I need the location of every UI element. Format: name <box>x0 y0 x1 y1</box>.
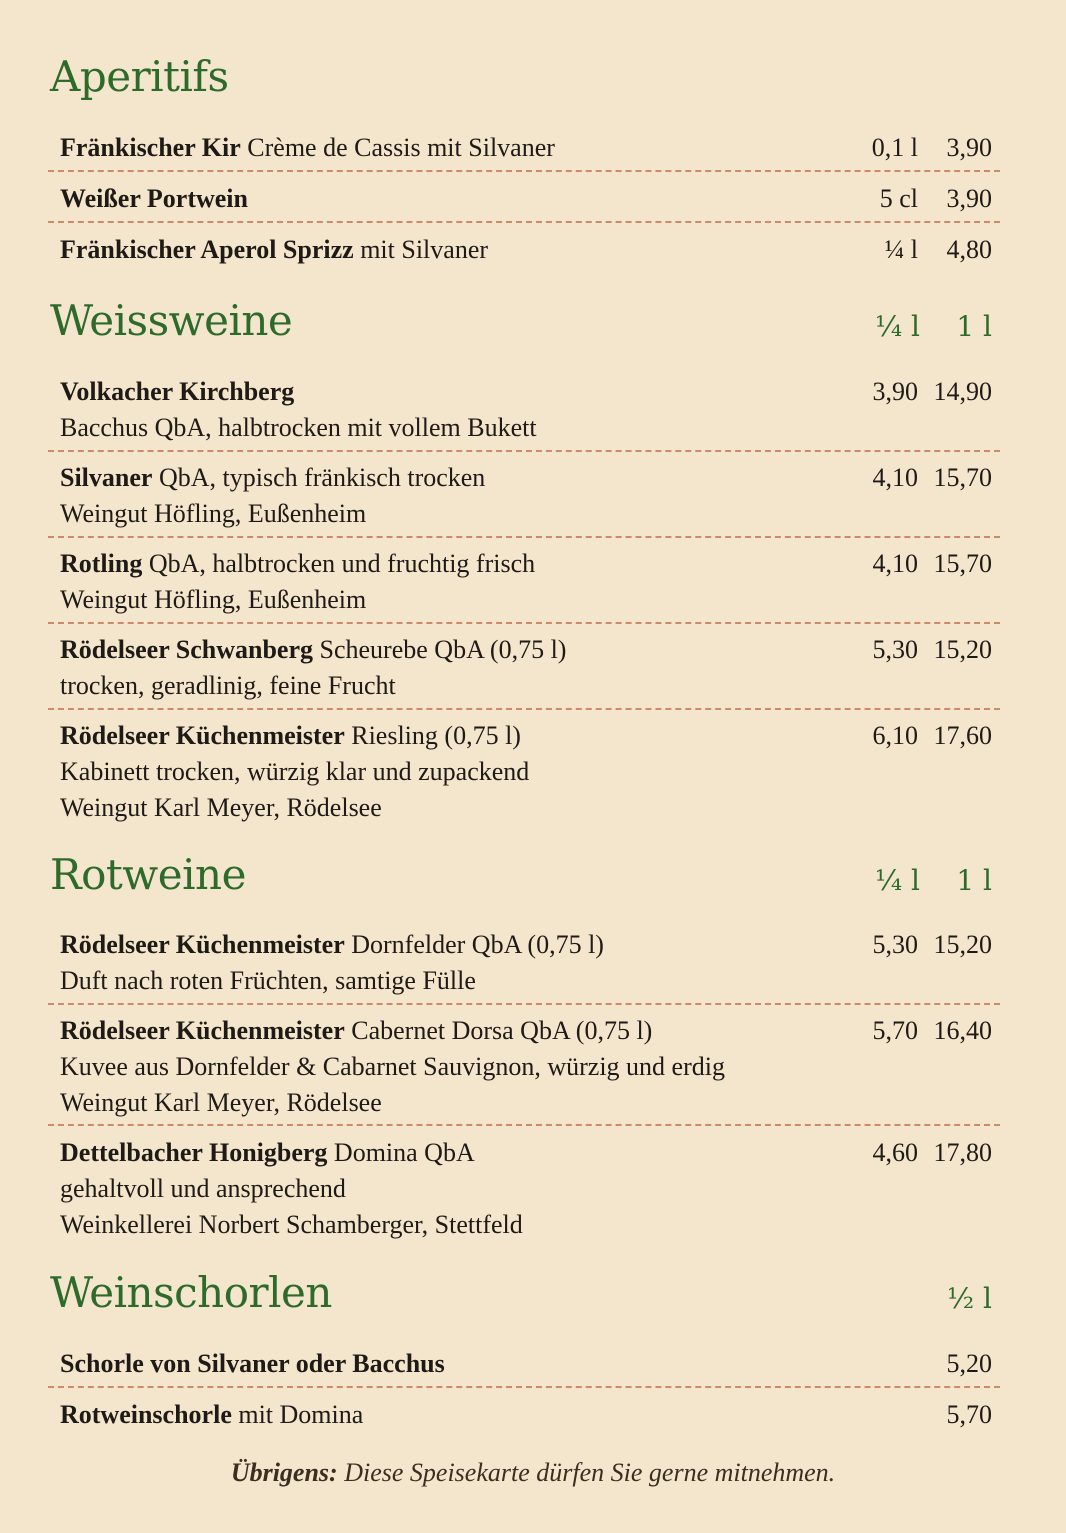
dashed-divider <box>48 1124 1000 1126</box>
dashed-divider <box>48 1003 1000 1005</box>
item-price-quarter: 4,10 <box>872 549 918 578</box>
menu-item <box>48 374 1000 446</box>
section-heading-weissweine <box>50 296 998 352</box>
item-detail: Weinkellerei Norbert Schamberger, Stettfeld <box>60 1210 523 1239</box>
item-detail: Weingut Höfling, Eußenheim <box>60 585 367 614</box>
column-label-quarter-liter: ¼ l <box>875 310 920 343</box>
item-price-quarter: 3,90 <box>872 377 918 406</box>
item-name: Rödelseer Schwanberg <box>60 635 314 664</box>
section-title: Rotweine <box>50 850 246 899</box>
item-price-quarter: 4,10 <box>872 463 918 492</box>
footer-note <box>0 1458 1066 1488</box>
item-desc: Cabernet Dorsa QbA (0,75 l) <box>344 1016 653 1045</box>
item-desc: Scheurebe QbA (0,75 l) <box>313 635 567 664</box>
dashed-divider <box>48 536 1000 538</box>
item-name: Rödelseer Küchenmeister <box>60 721 345 750</box>
item-price-liter: 17,80 <box>933 1138 992 1167</box>
section-heading-rotweine <box>50 850 998 906</box>
item-name: Silvaner <box>60 463 153 492</box>
item-name: Volkacher Kirchberg <box>60 377 295 406</box>
section-title: Aperitifs <box>50 52 229 101</box>
item-name: Rödelseer Küchenmeister <box>60 930 345 959</box>
item-price: 3,90 <box>946 133 992 162</box>
column-label-quarter-liter: ¼ l <box>875 864 920 897</box>
item-price-liter: 17,60 <box>933 721 992 750</box>
item-size: 0,1 l <box>871 133 918 162</box>
menu-item <box>48 718 1000 826</box>
item-price-liter: 15,70 <box>933 463 992 492</box>
menu-item <box>48 632 1000 704</box>
item-detail: Duft nach roten Früchten, samtige Fülle <box>60 966 476 995</box>
item-desc: mit Silvaner <box>353 235 489 264</box>
dashed-divider <box>48 450 1000 452</box>
section-title: Weinschorlen <box>50 1268 332 1317</box>
footer-bold: Übrigens: <box>230 1458 338 1487</box>
item-name: Rotweinschorle <box>60 1400 232 1429</box>
menu-item <box>48 1346 1000 1382</box>
item-price-liter: 15,70 <box>933 549 992 578</box>
item-price-liter: 15,20 <box>933 635 992 664</box>
column-label-liter: 1 l <box>956 864 992 897</box>
menu-item <box>48 1135 1000 1243</box>
item-name: Rödelseer Küchenmeister <box>60 1016 345 1045</box>
item-desc: Dornfelder QbA (0,75 l) <box>344 930 604 959</box>
item-name: Dettelbacher Honigberg <box>60 1138 328 1167</box>
item-desc: Domina QbA <box>327 1138 475 1167</box>
dashed-divider <box>48 622 1000 624</box>
item-price-quarter: 5,30 <box>872 930 918 959</box>
item-detail: Kuvee aus Dornfelder & Cabarnet Sauvignon, würzig und erdig <box>60 1052 725 1081</box>
item-price-liter: 15,20 <box>933 930 992 959</box>
dashed-divider <box>48 1386 1000 1388</box>
item-name: Weißer Portwein <box>60 184 248 213</box>
menu-item <box>48 1013 1000 1121</box>
item-detail: trocken, geradlinig, feine Frucht <box>60 671 396 700</box>
item-size: ¼ l <box>884 235 918 264</box>
menu-item <box>48 460 1000 532</box>
item-desc: QbA, halbtrocken und fruchtig frisch <box>142 549 536 578</box>
dashed-divider <box>48 170 1000 172</box>
item-detail: Weingut Karl Meyer, Rödelsee <box>60 1088 382 1117</box>
item-price: 5,70 <box>946 1400 992 1429</box>
item-name: Rotling <box>60 549 143 578</box>
column-label-liter: 1 l <box>956 310 992 343</box>
menu-item <box>48 927 1000 999</box>
item-size: 5 cl <box>879 184 918 213</box>
item-name: Fränkischer Aperol Sprizz <box>60 235 354 264</box>
item-price: 5,20 <box>946 1349 992 1378</box>
item-name: Fränkischer Kir <box>60 133 241 162</box>
item-name: Schorle von Silvaner oder Bacchus <box>60 1349 445 1378</box>
section-heading-weinschorlen <box>50 1268 998 1324</box>
item-price-quarter: 5,30 <box>872 635 918 664</box>
item-price-liter: 14,90 <box>933 377 992 406</box>
column-label-half-liter: ½ l <box>947 1282 992 1315</box>
menu-item <box>48 130 1000 166</box>
item-price-quarter: 4,60 <box>872 1138 918 1167</box>
item-price: 4,80 <box>946 235 992 264</box>
item-desc: Crème de Cassis mit Silvaner <box>240 133 555 162</box>
menu-item <box>48 546 1000 618</box>
section-title: Weissweine <box>50 296 293 345</box>
item-detail: Bacchus QbA, halbtrocken mit vollem Bukett <box>60 413 537 442</box>
item-price-quarter: 5,70 <box>872 1016 918 1045</box>
menu-item <box>48 181 1000 217</box>
menu-item <box>48 232 1000 268</box>
item-price-quarter: 6,10 <box>872 721 918 750</box>
item-desc: QbA, typisch fränkisch trocken <box>152 463 486 492</box>
dashed-divider <box>48 221 1000 223</box>
menu-item <box>48 1397 1000 1433</box>
item-desc: Riesling (0,75 l) <box>344 721 521 750</box>
item-price: 3,90 <box>946 184 992 213</box>
item-detail: Weingut Karl Meyer, Rödelsee <box>60 793 382 822</box>
section-heading-aperitifs <box>50 52 998 108</box>
item-price-liter: 16,40 <box>933 1016 992 1045</box>
item-detail: gehaltvoll und ansprechend <box>60 1174 346 1203</box>
dashed-divider <box>48 708 1000 710</box>
item-detail: Kabinett trocken, würzig klar und zupackend <box>60 757 530 786</box>
footer-text: Diese Speisekarte dürfen Sie gerne mitnehmen. <box>337 1458 836 1487</box>
item-desc: mit Domina <box>231 1400 364 1429</box>
item-detail: Weingut Höfling, Eußenheim <box>60 499 367 528</box>
